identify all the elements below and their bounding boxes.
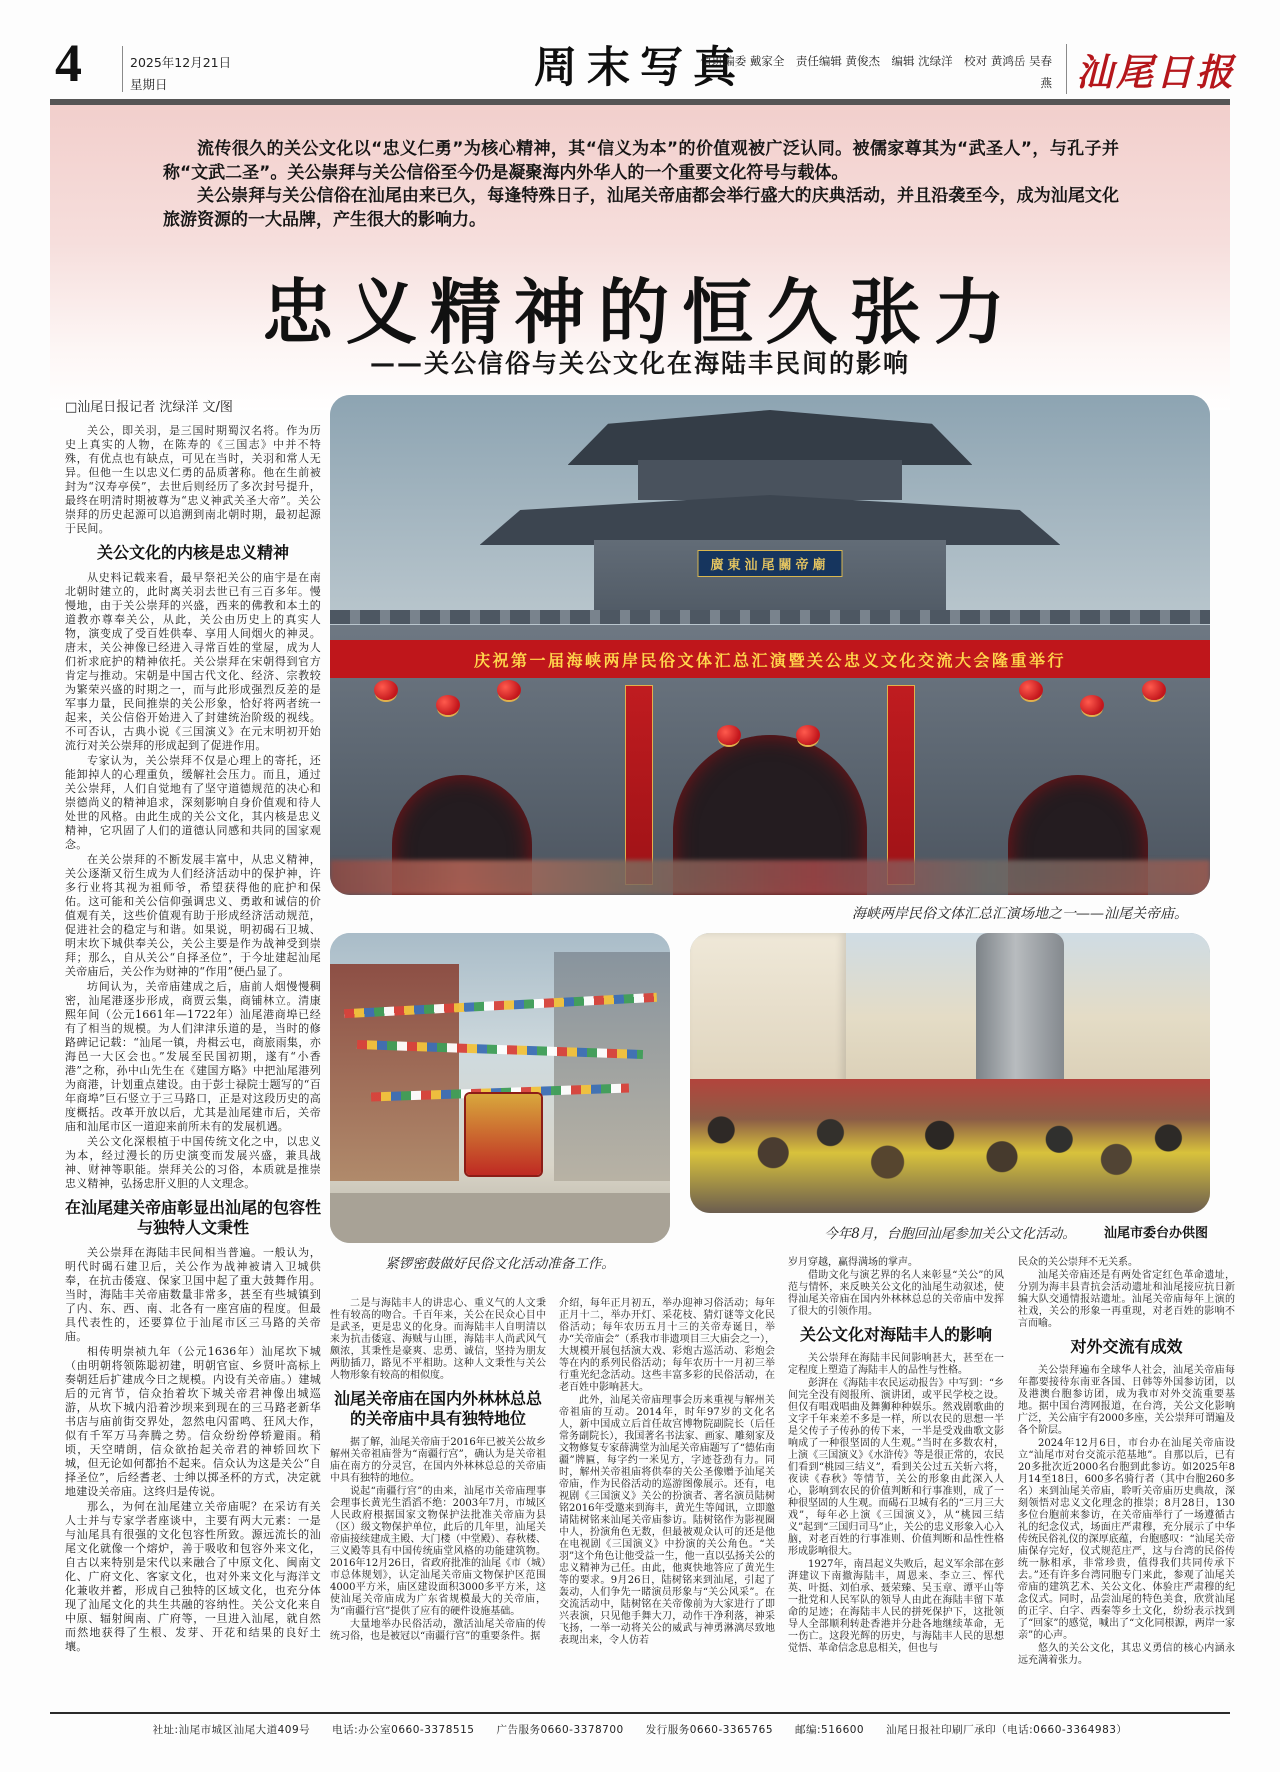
photo-crowd-blur (330, 860, 1210, 895)
article-paragraph: 汕尾关帝庙还是有两处省定红色革命遗址，分别为海丰县青抗会活动遗址和汕尾接应抗日新编大队交通情报站遗址。汕尾关帝庙每年上演的社戏，关公的形象一再重现，对老百姓的影响不言而喻。 (1018, 1270, 1235, 1329)
street-building-left (330, 964, 459, 1181)
article-paragraph: 关公崇拜遍布全球华人社会，汕尾关帝庙每年都要接待东南亚各国、日韩等外国参访团，以及港澳台胞参访团，成为我市对外交流重要基地。据中国台湾网报道，在台湾，关公文化影响广泛，关公庙宇有2000多座，关公崇拜可谓遍及各个阶层。 (1018, 1365, 1235, 1436)
footer-imprint: 社址:汕尾市城区汕尾大道409号 电话:办公室0660-3378515 广告服务0660-3378700 发行服务0660-3365765 邮编:516600 汕尾日报社印刷厂承印（电话:0660-3364983） (152, 1724, 1128, 1736)
weekday: 星期日 (130, 77, 168, 92)
article-paragraph: 在关公崇拜的不断发展丰富中，从忠义精神，关公逐渐又衍生成为人们经济活动中的保护神，许多行业将其视为祖师爷，希望获得他的庇护和保佑。这可能和关公信仰强调忠义、勇敢和诚信的价值观有关，这些价值观有助于形成经济活动规范，促进社会的稳定与和谐。如果说，明初碣石卫城、明末坎下城供奉关公，关公主要是作为战神受到崇拜；那么，自从关公“自择圣位”，于今址建起汕尾关帝庙后，关公作为财神的“作用”便凸显了。 (65, 853, 321, 978)
temple-gate-photo (330, 395, 1210, 895)
festival-float (466, 1094, 541, 1175)
crowd-photo-caption: 今年8月，台胞回汕尾参加关公文化活动。 (824, 1226, 1076, 1242)
article-paragraph: 介绍，每年正月初五，举办迎神习俗活动；每年正月十二，举办开灯、采花枝、猜灯谜等文化民俗活动；每年农历五月十三的关帝寿诞日，举办“关帝庙会”（系我市非遗项目三大庙会之一），大规模开展包括演大戏、彩炮古巡活动、彩炮会等在内的系列民俗活动；每年农历十一月初三举行重光纪念活动。这些丰富多彩的民俗活动，在老百姓中影响甚大。 (559, 1298, 775, 1393)
article-column-4 (788, 1257, 1004, 1656)
article-paragraph: 悠久的关公文化，其忠义勇信的核心内涵永远充满着张力。 (1018, 1643, 1235, 1666)
red-lantern (1019, 680, 1043, 700)
issue-date: 2025年12月21日 (130, 55, 232, 70)
taiwan-visitors-photo (690, 933, 1210, 1213)
article-paragraph: 关公文化深根植于中国传统文化之中，以忠义为本，经过漫长的历史演变而发展兴盛，兼具战神、财神等职能。崇拜关公的习俗，本质就是推崇忠义精神，弘扬忠肝义胆的人文理念。 (65, 1135, 321, 1190)
main-headline: 忠义精神的恒久张力 (261, 270, 1018, 354)
section-title: 周末写真 (534, 43, 746, 93)
wall-crenellation (330, 610, 1210, 624)
street-photo-caption: 紧锣密鼓做好民俗文化活动准备工作。 (385, 1256, 615, 1272)
byline: □汕尾日报记者 沈绿洋 文/图 (65, 400, 233, 415)
article-paragraph: 从史料记载来看，最早祭祀关公的庙宇是在南北朝时建立的，此时离关羽去世已有三百多年。慢慢地，由于关公崇拜的兴盛，西来的佛教和本土的道教亦尊奉关公，从此，关公由历史上的真实人物，演变成了受百姓供奉、享用人间烟火的神灵。唐末，关公神像已经进入寻常百姓的堂屋，成为人们祈求庇护的精神依托。关公崇拜在宋朝得到官方肯定与推动。宋朝是中国古代文化、经济、宗教较为繁荣兴盛的时期之一，而与此形成强烈反差的是军事力量，民间推崇的关公形象，恰好将两者统一起来，关公信俗开始进入了封建统治阶级的视线。不可否认，古典小说《三国演义》在元末明初开始流行对关公崇拜的形成起到了促进作用。 (65, 571, 321, 752)
article-column-2 (330, 1298, 546, 1644)
banner-text: 庆祝第一届海峡两岸民俗文体汇总汇演暨关公忠义文化交流大会隆重举行 (473, 650, 1066, 670)
credits-line-1: 值班编委 戴家全 责任编辑 黄俊杰 编辑 沈绿洋 校对 黄鸿岳 吴春燕 (700, 54, 1052, 90)
page-number: 4 (55, 33, 82, 93)
article-paragraph: 彭湃在《海陆丰农民运动报告》中写到：“乡间完全没有阅报所、演讲团，或平民学校之设。但仅有唱戏唱曲及舞狮种种娱乐。然戏剧歌曲的文字千年来差不多是一样，所以农民的思想一半是父传子子传孙的传下来，一半是受戏曲歌文影响成了一种很坚固的人生观。”当时在多数农村，上演《三国演义》《水浒传》等是很正常的，农民们看到“桃园三结义”，看到关公过五关斩六将，夜读《春秋》等情节，关公的形象由此深入人心，影响到农民的价值判断和行事准则，成了一种很坚固的人生观。而碣石卫城有名的“三月三大戏”，每年必上演《三国演义》，从“桃园三结义”起到“三国归司马”止，关公的忠义形象入心入脑，对老百姓的行事准则、价值判断和品性性格形成影响很大。 (788, 1378, 1004, 1557)
section-heading: 汕尾关帝庙在国内外林林总总的关帝庙中具有独特地位 (333, 1391, 542, 1428)
article-column-5 (1018, 1257, 1235, 1668)
article-paragraph: 1927年，南昌起义失败后，起义军余部在彭湃建议下南撤海陆丰，周恩来、李立三、恽代英、叶挺、刘伯承、聂荣臻、吴玉章、谭平山等一批党和人民军队的领导人由此在海陆丰留下革命的足迹；在海陆丰人民的拼死保护下，这批领导人全部顺利转赴香港并分赴各地继续革命，无一伤亡。这段光辉的历史，与海陆丰人民的思想觉悟、革命信念息息相关，但也与 (788, 1559, 1004, 1654)
red-lantern (436, 695, 460, 715)
article-paragraph: 那么，为何在汕尾建立关帝庙呢？在采访有关人士并与专家学者座谈中，主要有两大元素：一是与汕尾具有很强的文化包容性所致。源远流长的汕尾文化就像一个熔炉，善于吸收和包容外来文化，自古以来特别是宋代以来融合了中原文化、闽南文化、广府文化、客家文化，也对外来文化与海洋文化兼收并蓄，形成自己独特的区域文化，也充分体现了汕尾文化的共生共融的容纳性。关公文化来自中原、辐射闽南、广府等，一旦进入汕尾，就自然而然地获得了生根、发芽、开花和结果的良好土壤。 (65, 1500, 321, 1653)
street-preparation-photo (330, 933, 670, 1243)
sub-headline: ——关公信俗与关公文化在海陆丰民间的影响 (369, 349, 910, 378)
article-paragraph: 相传明崇祯九年（公元1636年）汕尾坎下城（由明朝将领陈聪初建，明朝官宦、乡贤叶高标上奏朝廷后扩建成今日之规模。内设有关帝庙。）建城后的元宵节，信众抬着坎下城关帝君神像出城巡游，从坎下城内沿着沙坝来到现在的三马路老新华书店与庙前街交界处，忽然电闪雷鸣、狂风大作，似有千军万马奔腾之势。信众纷纷停轿避雨。稍顷，天空晴朗，信众欲抬起关帝君的神轿回坎下城，但无论如何都抬不起来。信众认为这是关公“自择圣位”，后经耆老、士绅以掷圣杯的方式，决定就地建设关帝庙。这终归是传说。 (65, 1345, 321, 1498)
article-column-3 (559, 1298, 775, 1648)
article-paragraph: 坊间认为，关帝庙建成之后，庙前人烟慢慢稠密，汕尾港逐步形成，商贾云集，商铺林立。清康熙年间（公元1661年—1722年）汕尾港商埠已经有了相当的规模。为人们津津乐道的是，当时的修路碑记记载：“汕尾一镇，舟楫云屯，商旅雨集，亦海邑一大区会也。”发展至民国初期，遂有“小香港”之称，孙中山先生在《建国方略》中把汕尾港列为商港，计划重点建设。由于彭士禄院士题写的“百年商埠”巨石竖立于三马路口，正是对这段历史的高度概括。改革开放以后，尤其是汕尾建市后，关帝庙和汕尾市区一道迎来前所未有的发展机遇。 (65, 980, 321, 1133)
section-heading: 对外交流有成效 (1070, 1339, 1183, 1356)
intro-paragraph-2: 关公崇拜与关公信俗在汕尾由来已久，每逢特殊日子，汕尾关帝庙都会举行盛大的庆典活动，并且沿袭至今，成为汕尾文化旅游资源的一大品牌，产生很大的影响力。 (163, 186, 1119, 230)
article-paragraph: 关公崇拜在海陆丰民间影响甚大，甚至在一定程度上塑造了海陆丰人的品性与性格。 (788, 1353, 1004, 1376)
article-paragraph: 岁月穿越，赢得满场的掌声。 (788, 1257, 918, 1268)
section-heading: 关公文化的内核是忠义精神 (96, 545, 289, 562)
article-paragraph: 关公崇拜在海陆丰民间相当普遍。一般认为，明代时碣石建卫后，关公作为战神被请入卫城供奉，在抗击倭寇、保家卫国中起了重大鼓舞作用。当时，海陆丰关帝庙数量非常多，甚至有些城镇到了内、东、西、南、北各有一座宫庙的程度。但最具代表性的，还要算位于汕尾市区三马路的关帝庙。 (65, 1246, 321, 1343)
temple-roof-body (638, 460, 902, 500)
intro-summary (163, 138, 1119, 232)
article-paragraph: 专家认为，关公崇拜不仅是心理上的寄托，还能卸掉人的心理重负，缓解社会压力。而且，通过关公崇拜，人们自觉地有了坚守道德规范的决心和崇德尚义的精神追求，深刻影响自身价值观和待人处世的风格。由此生成的关公文化，其内核是忠义精神，它巩固了人们的道德认同感和共同的国家观念。 (65, 754, 321, 851)
article-paragraph: 2024年12月6日，市台办在汕尾关帝庙设立“汕尾市对台交流示范基地”。自那以后，已有20多批次近2000名台胞到此参访。如2025年8月14至18日，600多名骑行者（其中台胞260多名）来到汕尾关帝庙，聆听关帝庙历史典故，深刻领悟对忠义文化理念的推崇；8月28日，130多位台胞前来参访，在关帝庙举行了一场遵循古礼的纪念仪式，场面庄严肃穆，充分展示了中华传统民俗礼仪的深厚底蕴，台胞感叹：“汕尾关帝庙保存完好，仪式规范庄严，这与台湾的民俗传统一脉相承，非常珍贵，值得我们共同传承下去。”还有许多台湾同胞专门来此，参观了汕尾关帝庙的建筑艺术、关公文化、体验庄严肃穆的纪念仪式。同时，品尝汕尾的特色美食，欣赏汕尾的正字、白字、西秦等乡土文化，纷纷表示找到了“回家”的感觉，喊出了“文化同根源，两岸一家亲”的心声。 (1018, 1438, 1235, 1641)
article-paragraph: 借助文化与演艺界的名人来彰显“关公”的风范与情怀，来反映关公文化的汕尾生动叙述，使得汕尾关帝庙在国内外林林总总的关帝庙中发挥了很大的引领作用。 (788, 1270, 1004, 1317)
street-building-right (554, 952, 670, 1181)
main-photo-caption: 海峡两岸民俗文体汇总汇演场地之一——汕尾关帝庙。 (852, 906, 1188, 922)
street-ground (330, 1193, 670, 1243)
newspaper-masthead: 汕尾日报 (1076, 50, 1236, 94)
section-heading: 在汕尾建关帝庙彰显出汕尾的包容性与独特人文秉性 (65, 1200, 322, 1237)
crowd-caption-row (690, 1222, 1210, 1240)
vertical-couplet-right (887, 685, 915, 885)
intro-paragraph-1: 流传很久的关公文化以“忠义仁勇”为核心精神，其“信义为本”的价值观被广泛认同。被儒家尊其为“武圣人”，与孔子并称“文武二圣”。关公崇拜与关公信俗至今仍是凝聚海内外华人的一个重要文化符号与载体。 (163, 139, 1119, 183)
article-paragraph: 二是与海陆丰人的讲忠心、重义气的人文秉性有较高的吻合。千百年来，关公在民众心目中是武圣，更是忠义的化身。而海陆丰人自明清以来为抗击倭寇、海贼与山匪，海陆丰人尚武风气颇浓，其秉性是豪爽、忠勇、诚信，坚持为朋友两肋插刀，路见不平相助。这种人文秉性与关公人物形象有较高的相似度。 (330, 1298, 546, 1381)
section-heading: 关公文化对海陆丰人的影响 (799, 1327, 992, 1344)
photo-credit: 汕尾市委台办供图 (1103, 1225, 1208, 1240)
article-paragraph: 说起“南疆行宫”的由来，汕尾市关帝庙理事会理事长黄光生滔滔不绝：2003年7月，市城区人民政府根据国家文物保护法批准关帝庙为县（区）级文物保护单位，此后的几年里，汕尾关帝庙接续建成主殿、大门楼（中堂殿）、春秋楼、三义殿等具有中国传统庙堂风格的功能建筑物。2016年12月26日，省政府批准的汕尾《市（城）市总体规划》，认定汕尾关帝庙文物保护区范围4000平方米，庙区建设面积3000多平方米，这使汕尾关帝庙成为广东省规模最大的关帝庙，为“南疆行宫”提供了应有的硬件设施基础。 (330, 1486, 546, 1617)
masthead-divider (1066, 44, 1067, 94)
crowd-of-people (690, 1079, 1210, 1213)
red-lantern (374, 680, 398, 700)
footer-rule (50, 1712, 1230, 1714)
red-lantern (1142, 680, 1166, 700)
article-paragraph: 关公，即关羽，是三国时期蜀汉名将。作为历史上真实的人物，在陈寿的《三国志》中并不特殊，有优点也有缺点，可见在当时，关羽和常人无异。但他一生以忠义仁勇的品质著称。他在生前被封为“汉寿亭侯”，去世后则经历了多次封号提升，最终在明清时期被尊为“忠义神武关圣大帝”。关公崇拜的历史起源可以追溯到南北朝时期，最初起源于民间。 (65, 424, 321, 535)
article-column-left (65, 424, 321, 1655)
article-paragraph: 此外，汕尾关帝庙理事会历来重视与解州关帝祖庙的互动。2014年，时年97岁的文化名人，新中国成立后首任故宫博物院副院长（后任常务副院长），我国著名书法家、画家、雕刻家及文物修复专家薛满堂为汕尾关帝庙题写了“德佑南疆”牌匾，每字约一米见方，字迹苍劲有力。同时，解州关帝祖庙将供奉的关公圣像赠予汕尾关帝庙，作为民俗活动的巡游图像展示。还有，电视剧《三国演义》关公的扮演者、著名演员陆树铭2016年受邀来到海丰，黄光生等闻讯，立即邀请陆树铭来汕尾关帝庙参访。陆树铭作为影视圈中人，扮演角色无数，但最被观众认可的还是他在电视剧《三国演义》中扮演的关公角色。“关羽”这个角色让他受益一生，他一直以弘扬关公的忠义精神为己任。由此，他爽快地答应了黄光生等的要求。9月26日，陆树铭来到汕尾，引起了轰动，人们争先一睹演员形象与“关公风采”。在交流活动中，陆树铭在关帝像前为大家进行了即兴表演，只见他手舞大刀，动作干净利落，神采飞扬，一举一动将关公的威武与神勇淋漓尽致地表现出来，令人仿若 (559, 1395, 775, 1646)
celebration-banner (330, 640, 1210, 678)
article-paragraph: 民众的关公崇拜不无关系。 (1018, 1257, 1138, 1268)
article-paragraph: 大量地举办民俗活动，激活汕尾关帝庙的传统习俗，也是被冠以“南疆行宫”的重要条件。据 (330, 1619, 546, 1642)
vertical-couplet-left (625, 685, 653, 885)
temple-name-plaque: 廣東汕尾關帝廟 (697, 550, 842, 577)
article-paragraph: 据了解，汕尾关帝庙于2016年已被关公故乡解州关帝祖庙誉为“南疆行宫”，确认为是关帝祖庙在南方的分灵宫，在国内外林林总总的关帝庙中具有独特的地位。 (330, 1437, 546, 1484)
